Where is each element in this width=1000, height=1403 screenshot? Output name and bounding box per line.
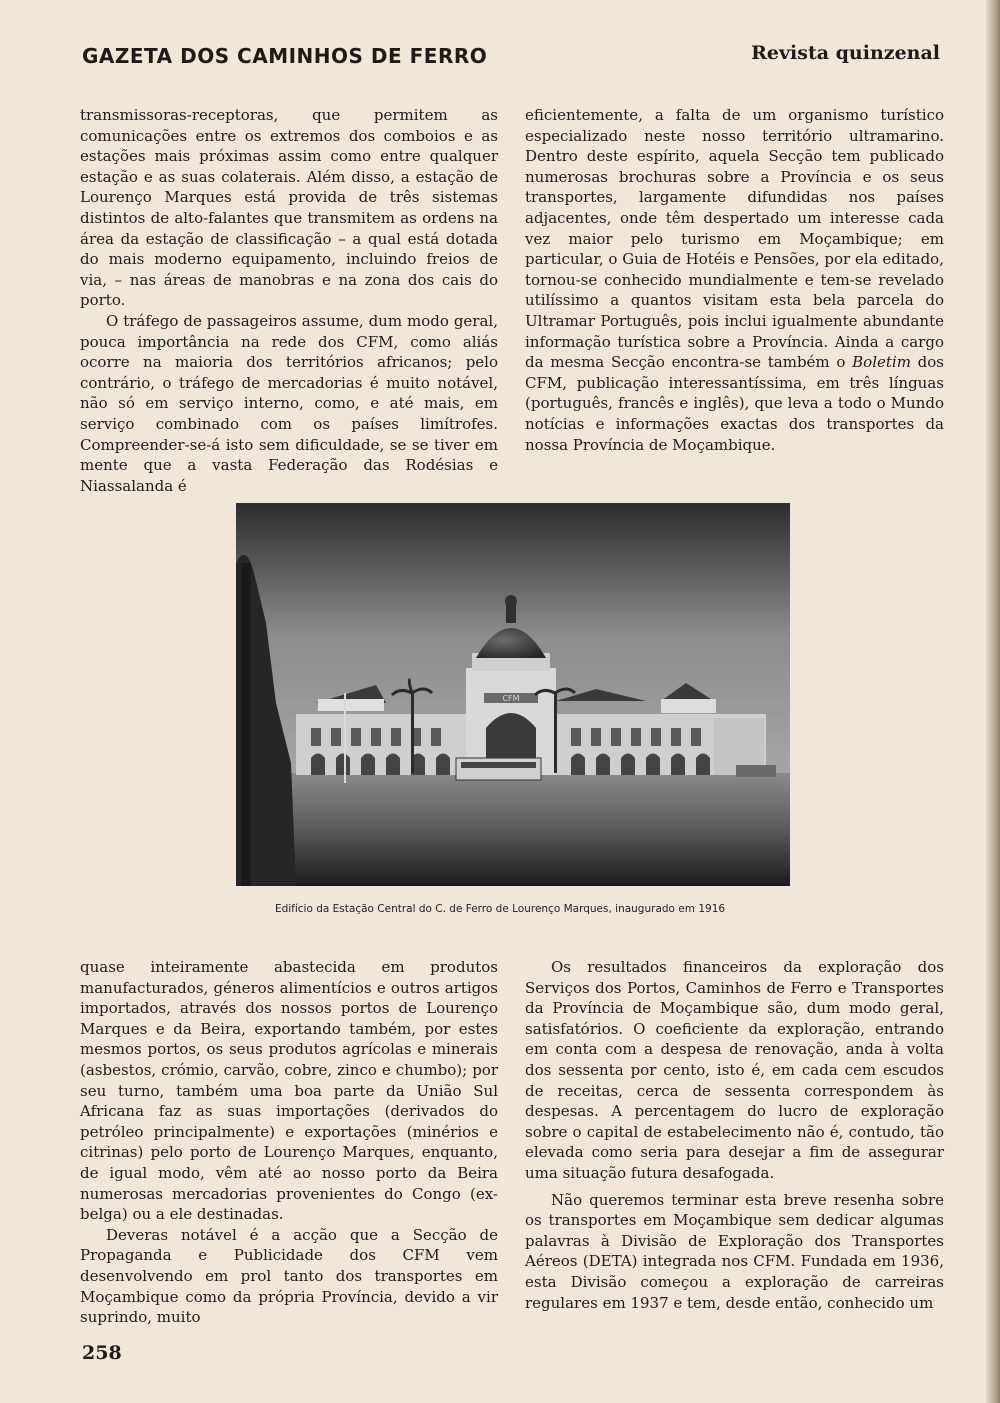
paragraph-text: dos CFM, publicação interessantíssima, em três línguas (português, francês e inglês), que leva a todo o Mundo notícias e informações exactas dos transportes da nossa Província de Moçambique. <box>525 353 944 454</box>
paragraph: Deveras notável é a acção que a Secção de Propaganda e Publicidade dos CFM vem desenvolvendo em prol tanto dos transportes em Moçambique como da própria Província, devido a vir suprindo, muito <box>80 1225 498 1327</box>
paragraph-text: eficientemente, a falta de um organismo turístico especializado neste nosso território ultramarino. Dentro deste espírito, aquela Secção tem publicado numerosas brochuras sobre a Província e os seus transportes, largamente difundidas nos países adjacentes, onde têm despertado um interesse cada vez maior pelo turismo em Moçambique; em particular, o Guia de Hotéis e Pensões, por ela editado, tornou-se conhecido mundialmente e tem-se revelado utilíssimo a quantos visitam esta bela parcela do Ultramar Português, pois inclui igualmente abundante informação turística sobre a Província. Ainda a cargo da mesma Secção encontra-se também o <box>525 106 944 372</box>
column-top-right <box>525 105 944 455</box>
paragraph: Não queremos terminar esta breve resenha sobre os transportes em Moçambique sem dedicar algumas palavras à Divisão de Exploração dos Transportes Aéreos (DETA) integrada nos CFM. Fundada em 1936, esta Divisão começou a exploração de carreiras regulares em 1937 e tem, desde então, conhecido um <box>525 1190 944 1312</box>
station-photo <box>236 503 790 886</box>
paragraph: O tráfego de passageiros assume, dum modo geral, pouca importância na rede dos CFM, como aliás ocorre na maioria dos territórios africanos; pelo contrário, o tráfego de mercadorias é muito notável, não só em serviço interno, como, e até mais, em serviço combinado com os países limítrofes. Compreender-se-á isto sem dificuldade, se se tiver em mente que a vasta Federação das Rodésias e Niassalanda é <box>80 311 498 495</box>
paragraph: Os resultados financeiros da exploração dos Serviços dos Portos, Caminhos de Ferro e Transportes da Província de Moçambique são, dum modo geral, satisfatórios. O coeficiente da exploração, entrando em conta com a despesa de renovação, anda à volta dos sessenta por cento, isto é, em cada cem escudos de receitas, cerca de sessenta correspondem às despesas. A percentagem do lucro de exploração sobre o capital de estabelecimento não é, contudo, tão elevada como seria para desejar a fim de assegurar uma situação futura desafogada. <box>525 958 944 1182</box>
paragraph: quase inteiramente abastecida em produtos manufacturados, géneros alimentícios e outros artigos importados, através dos nossos portos de Lourenço Marques e da Beira, exportando também, por estes mesmos portos, os seus produtos agrícolas e minerais (asbestos, crómio, carvão, cobre, zinco e chumbo); por seu turno, também uma boa parte da União Sul Africana faz as suas importações (derivados do petróleo principalmente) e exportações (minérios e citrinas) pelo porto de Lourenço Marques, enquanto, de igual modo, vêm até ao nosso porto da Beira numerosas mercadorias provenientes do Congo (ex-belga) ou a ele destinadas. <box>80 958 498 1224</box>
photo-caption: Edifício da Estação Central do C. de Ferro de Lourenço Marques, inaugurado em 1916 <box>274 903 726 915</box>
page-edge <box>986 0 1000 1403</box>
journal-title: GAZETA DOS CAMINHOS DE FERRO <box>82 44 488 68</box>
boletim-title: Boletim <box>852 353 911 372</box>
paragraph <box>525 105 944 455</box>
paragraph: transmissoras-receptoras, que permitem as comunicações entre os extremos dos comboios e as estações mais próximas assim como entre qualquer estação e as suas colaterais. Além disso, a estação de Lourenço Marques está provida de três sistemas distintos de alto-falantes que transmitem as ordens na área da estação de classificação – a qual está dotada do mais moderno equipamento, incluindo freios de via, – nas áreas de manobras e na zona dos cais do porto. <box>80 106 498 310</box>
column-top-left <box>80 105 498 496</box>
facade-sign: CFM <box>502 694 520 703</box>
column-bottom-right <box>525 957 944 1313</box>
column-bottom-left <box>80 957 498 1328</box>
journal-subtitle: Revista quinzenal <box>751 42 940 64</box>
page-number: 258 <box>82 1342 122 1364</box>
